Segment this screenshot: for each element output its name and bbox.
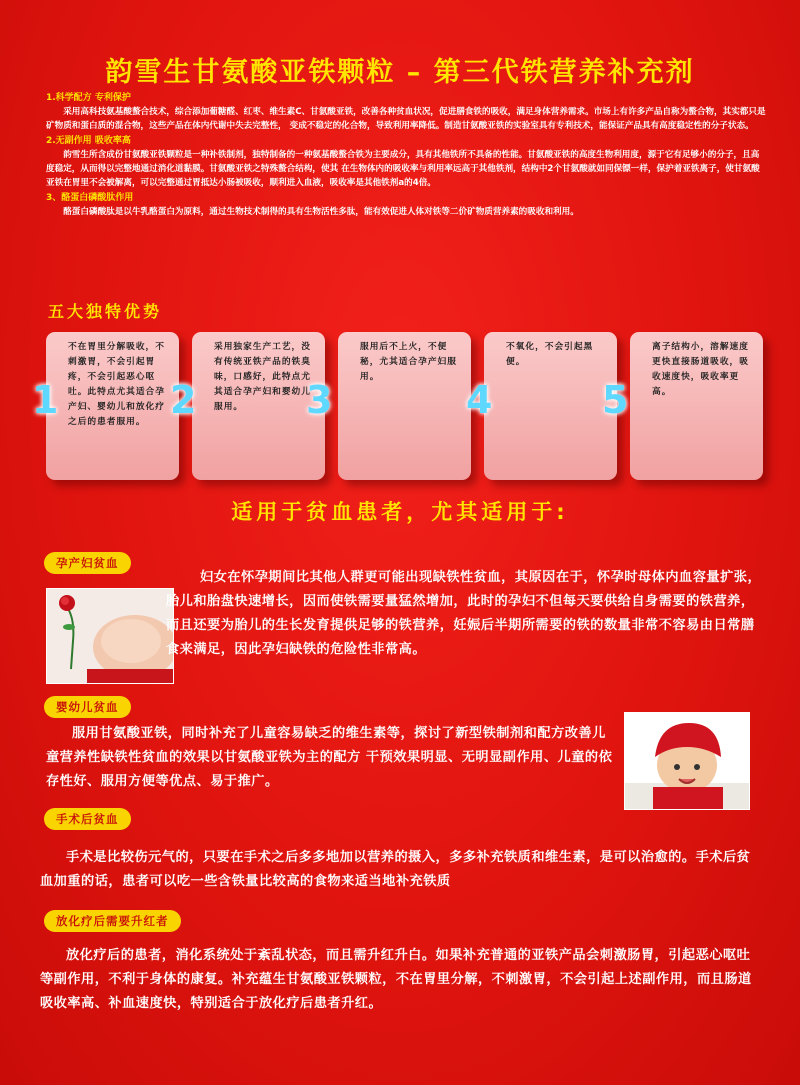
- intro-text-3: 酪蛋白磷酸肽是以牛乳酪蛋白为原料，通过生物技术制得的具有生物活性多肽，能有效促进人体对铁等二价矿物质营养素的吸收和利用。: [63, 207, 579, 217]
- baby-image: [625, 713, 750, 810]
- intro-text-2: 韵雪生所含成份甘氨酸亚铁颗粒是一种补铁制剂，独特制备的一种氨基酸螯合铁为主要成分，具有其他铁所不具备的性能。甘氨酸亚铁的高度生物利用度，源于它有足够小的分子，且高度稳定，从而得以完整地通过消化道黏膜。甘氨酸亚铁之特殊螯合结构，使其 在生物体内的吸收率与利用率远高于其他铁剂，结构中2个甘氨酸就如同保镖一样，保护着亚铁离子，使甘氨酸亚铁在胃里不会被解离，可以完整通过胃抵达小肠被吸收，顺利进入血液，吸收率是其他铁剂a的4倍。: [46, 150, 760, 188]
- pregnant-belly-image: [47, 589, 174, 684]
- advantage-card-3: 服用后不上火，不便秘，尤其适合孕产妇服用。: [338, 332, 471, 480]
- infant-photo: [624, 712, 750, 810]
- intro-text-1: 采用高科技氨基酸螯合技术，综合添加葡糖醛、红枣、维生素C、甘氨酸亚铁，改善各种贫血状况，促进膳食铁的吸收，满足身体营养需求。市场上有许多产品自称为螯合物，其实都只是矿物质和蛋白质的混合物，这些产品在体内代谢中失去完整性， 变成不稳定的化合物，导致利用率降低。制造甘氨酸亚铁的实验室具有专利技术，能保证产品具有高度稳定性的分子状态。: [46, 107, 766, 131]
- badge-chemo: 放化疗后需要升红者: [44, 910, 181, 932]
- intro-section: [46, 92, 766, 221]
- intro-heading-1: 1.科学配方 专利保护: [46, 93, 131, 103]
- advantage-card-4: 不氧化，不会引起黑便。: [484, 332, 617, 480]
- advantage-number-4: 4: [466, 378, 493, 422]
- intro-heading-2: 2.无副作用 吸收率高: [46, 136, 131, 146]
- advantage-card-1: 不在胃里分解吸收，不刺激胃，不会引起胃疼，不会引起恶心呕吐。此特点尤其适合孕产妇、婴幼儿和放化疗之后的患者服用。: [46, 332, 179, 480]
- pregnancy-text: 妇女在怀孕期间比其他人群更可能出现缺铁性贫血，其原因在于，怀孕时母体内血容量扩张，胎儿和胎盘快速增长，因而使铁需要量猛然增加，此时的孕妇不但每天要供给自身需要的铁营养，而且还要为胎儿的生长发育提供足够的铁营养，妊娠后半期所需要的铁的数量非常不容易由日常膳食来满足，因此孕妇缺铁的危险性非常高。: [166, 570, 762, 657]
- advantage-number-3: 3: [306, 378, 333, 422]
- badge-infant: 婴幼儿贫血: [44, 696, 131, 718]
- page-title: 韵雪生甘氨酸亚铁颗粒 – 第三代铁营养补充剂: [105, 57, 695, 88]
- pregnancy-photo: [46, 588, 174, 684]
- badge-surgery: 手术后贫血: [44, 808, 131, 830]
- badge-pregnancy: 孕产妇贫血: [44, 552, 131, 574]
- advantage-number-1: 1: [32, 378, 59, 422]
- applies-title: 适用于贫血患者，尤其适用于:: [231, 500, 569, 524]
- surgery-text: 手术是比较伤元气的，只要在手术之后多多地加以营养的摄入，多多补充铁质和维生素，是可以治愈的。手术后贫血加重的话，患者可以吃一些含铁量比较高的食物来适当地补充铁质: [40, 850, 751, 889]
- advantage-card-5: 离子结构小，溶解速度更快直接肠道吸收，吸收速度快，吸收率更高。: [630, 332, 763, 480]
- infant-text: 服用甘氨酸亚铁，同时补充了儿童容易缺乏的维生素等，探讨了新型铁制剂和配方改善儿童营养性缺铁性贫血的效果以甘氨酸亚铁为主的配方 干预效果明显、无明显副作用、儿童的依存性好、服用方便等优点、易于推广。: [46, 726, 613, 789]
- chemo-text: 放化疗后的患者，消化系统处于紊乱状态，而且需升红升白。如果补充普通的亚铁产品会刺激肠胃，引起恶心呕吐等副作用，不利于身体的康复。补充蕴生甘氨酸亚铁颗粒，不在胃里分解，不刺激胃，不会引起上述副作用，而且肠道吸收率高、补血速度快，特别适合于放化疗后患者升红。: [40, 948, 752, 1011]
- advantage-number-2: 2: [170, 378, 197, 422]
- advantage-card-2: 采用独家生产工艺，没有传统亚铁产品的铁臭味，口感好，此特点尤其适合孕产妇和婴幼儿服用。: [192, 332, 325, 480]
- advantage-number-5: 5: [602, 378, 629, 422]
- intro-heading-3: 3、酪蛋白磷酸肽作用: [46, 193, 134, 203]
- advantages-title: 五大独特优势: [48, 302, 163, 321]
